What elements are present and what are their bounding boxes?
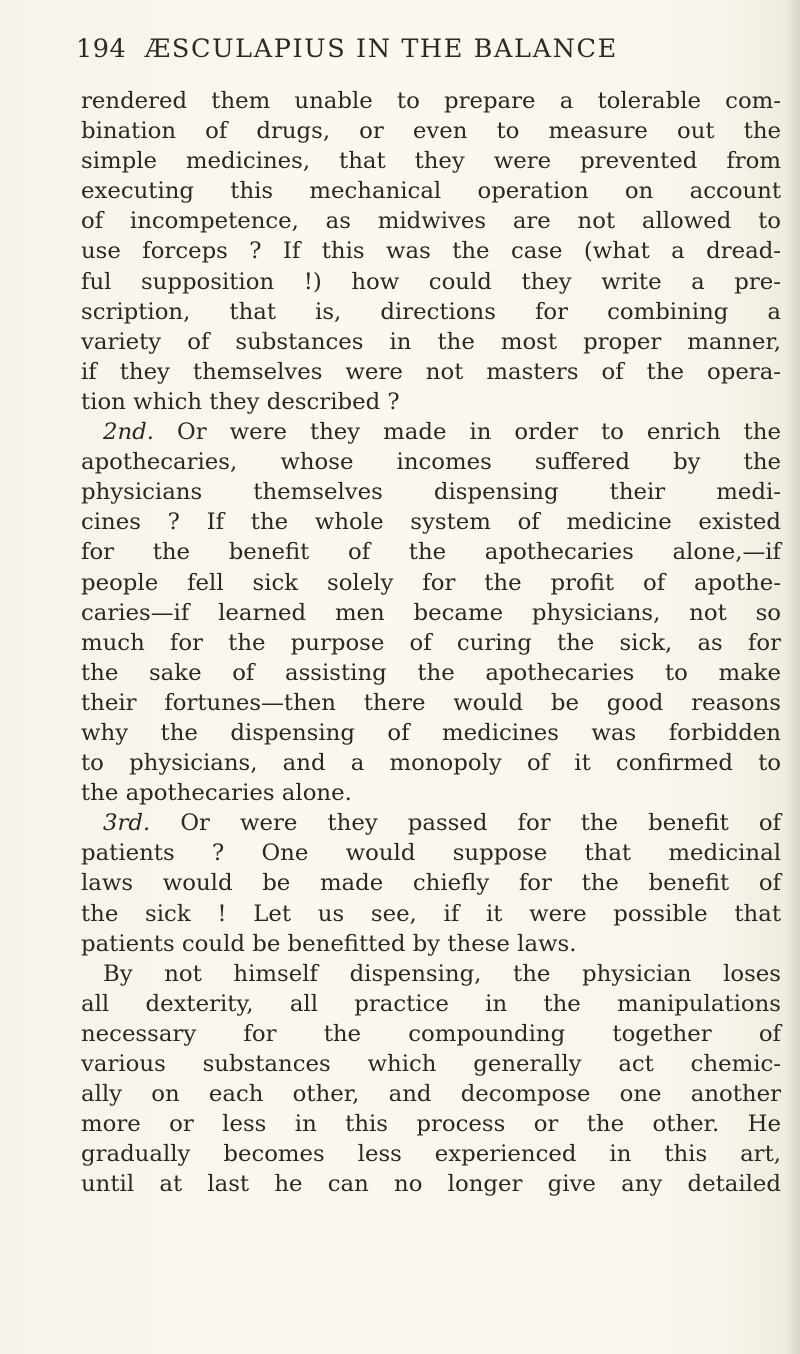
text-line — [81, 628, 781, 658]
text-line — [81, 718, 781, 748]
line-text: scription, that is, directions for combining a — [81, 298, 781, 325]
line-text: much for the purpose of curing the sick, as for — [81, 629, 781, 656]
text-line — [81, 959, 781, 989]
line-text: the sick ! Let us see, if it were possible that — [81, 900, 781, 927]
line-text: laws would be made chiefly for the benefit of — [81, 870, 781, 897]
text-line — [81, 1139, 781, 1169]
paragraph-ordinal: 3rd. — [103, 810, 151, 837]
text-line — [81, 688, 781, 718]
line-text: until at last he can no longer give any detailed — [81, 1171, 781, 1198]
line-text: of incompetence, as midwives are not allowed to — [81, 208, 781, 235]
line-text: ful supposition !) how could they write a pre- — [81, 268, 781, 295]
text-line — [81, 267, 781, 297]
line-text: various substances which generally act chemic- — [81, 1051, 781, 1077]
line-text: to physicians, and a monopoly of it confirmed to — [81, 750, 781, 777]
line-text: all dexterity, all practice in the manipulations — [81, 990, 781, 1017]
running-header — [76, 34, 776, 74]
line-text: variety of substances in the most proper manner, — [81, 328, 781, 355]
body-text — [81, 86, 781, 1199]
text-line — [81, 477, 781, 507]
line-text: ally on each other, and decompose one another — [81, 1081, 781, 1108]
text-line — [81, 568, 781, 598]
text-line — [81, 357, 781, 387]
text-line — [81, 327, 781, 357]
line-text: physicians themselves dispensing their medi- — [81, 479, 781, 506]
line-text: people fell sick solely for the profit of apothe- — [81, 569, 781, 596]
line-text: caries—if learned men became physicians, not so — [81, 599, 781, 626]
text-line — [81, 989, 781, 1019]
text-line — [81, 899, 781, 929]
line-text: tion which they described ? — [81, 388, 400, 415]
line-text: rendered them unable to prepare a tolerable com- — [81, 88, 781, 114]
text-line — [81, 537, 781, 567]
line-text: simple medicines, that they were prevented from — [81, 148, 781, 175]
text-line — [81, 116, 781, 146]
line-text: if they themselves were not masters of the opera- — [81, 358, 781, 385]
text-line — [81, 146, 781, 176]
line-text: Or were they passed for the benefit of — [150, 810, 781, 837]
page-edge-shadow — [786, 0, 800, 1354]
paragraph-ordinal: 2nd. — [103, 419, 155, 446]
line-text: By not himself dispensing, the physician loses — [103, 960, 781, 987]
line-text: cines ? If the whole system of medicine existed — [81, 509, 781, 536]
text-line — [81, 206, 781, 236]
line-text: executing this mechanical operation on account — [81, 178, 781, 205]
text-line — [81, 447, 781, 477]
line-text: bination of drugs, or even to measure out the — [81, 118, 781, 145]
text-line — [81, 86, 781, 116]
text-line — [81, 808, 781, 838]
text-line — [81, 1019, 781, 1049]
line-text: for the benefit of the apothecaries alone,—if — [81, 539, 781, 566]
line-text: more or less in this process or the other. He — [81, 1111, 781, 1138]
line-text: use forceps ? If this was the case (what a dread- — [81, 238, 781, 265]
text-line — [81, 1109, 781, 1139]
text-line — [81, 507, 781, 537]
text-line — [81, 1079, 781, 1109]
line-text: apothecaries, whose incomes suffered by the — [81, 449, 781, 476]
text-line — [81, 929, 781, 959]
line-text: patients could be benefitted by these laws. — [81, 930, 577, 957]
line-text: why the dispensing of medicines was forbidden — [81, 719, 781, 746]
text-line — [81, 748, 781, 778]
text-line — [81, 297, 781, 327]
text-line — [81, 236, 781, 266]
running-title: ÆSCULAPIUS IN THE BALANCE — [144, 34, 618, 64]
line-text: patients ? One would suppose that medicinal — [81, 840, 781, 867]
text-line — [81, 1169, 781, 1199]
text-line — [81, 1049, 781, 1079]
text-line — [81, 868, 781, 898]
line-text: the apothecaries alone. — [81, 780, 352, 807]
text-line — [81, 417, 781, 447]
text-line — [81, 598, 781, 628]
text-line — [81, 658, 781, 688]
line-text: gradually becomes less experienced in this art, — [81, 1141, 781, 1168]
text-line — [81, 387, 781, 417]
line-text: their fortunes—then there would be good reasons — [81, 689, 781, 716]
text-line — [81, 838, 781, 868]
page-number: 194 — [76, 34, 127, 64]
line-text: necessary for the compounding together of — [81, 1020, 781, 1047]
line-text: the sake of assisting the apothecaries to make — [81, 659, 781, 686]
text-line — [81, 778, 781, 808]
line-text: Or were they made in order to enrich the — [154, 419, 781, 446]
text-line — [81, 176, 781, 206]
